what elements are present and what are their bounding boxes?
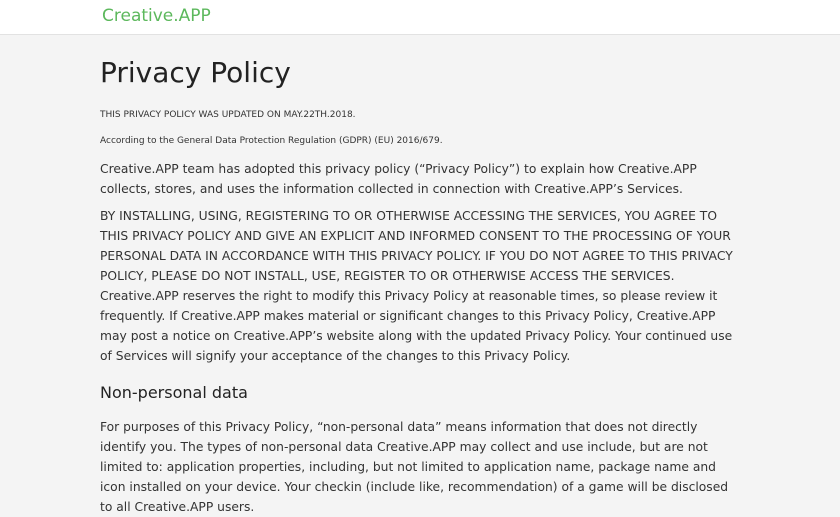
main-content xyxy=(100,35,742,517)
site-header xyxy=(0,0,840,35)
site-logo-link[interactable]: Creative.APP xyxy=(102,6,211,26)
intro-paragraph: Creative.APP team has adopted this privacy policy (“Privacy Policy”) to explain how Creative.APP collects, stores, and uses the information collected in connection with Creative.APP’s Services. xyxy=(100,162,697,196)
updated-notice: THIS PRIVACY POLICY WAS UPDATED ON MAY.22TH.2018. xyxy=(100,110,356,120)
consent-paragraph: BY INSTALLING, USING, REGISTERING TO OR OTHERWISE ACCESSING THE SERVICES, YOU AGREE TO THIS PRIVACY POLICY AND GIVE AN EXPLICIT AND INFORMED CONSENT TO THE PROCESSING OF YOUR PERSONAL DATA IN ACCORDANCE WITH THIS PRIVACY POLICY. IF YOU DO NOT AGREE TO THIS PRIVACY POLICY, PLEASE DO NOT INSTALL, USE, REGISTER TO OR OTHERWISE ACCESS THE SERVICES. Creative.APP reserves the right to modify this Privacy Policy at reasonable times, so please review it frequently. If Creative.APP makes material or significant changes to this Privacy Policy, Creative.APP may post a notice on Creative.APP’s website along with the updated Privacy Policy. Your continued use of Services will signify your acceptance of the changes to this Privacy Policy. xyxy=(100,209,733,363)
non-personal-data-paragraph: For purposes of this Privacy Policy, “non-personal data” means information that does not directly identify you. The types of non-personal data Creative.APP may collect and use include, but are not limited to: application properties, including, but not limited to application name, package name and icon installed on your device. Your checkin (include like, recommendation) of a game will be disclosed to all Creative.APP users. xyxy=(100,420,729,514)
section-heading-non-personal-data: Non-personal data xyxy=(100,383,248,402)
page-title: Privacy Policy xyxy=(100,56,291,89)
gdpr-notice: According to the General Data Protection Regulation (GDPR) (EU) 2016/679. xyxy=(100,136,443,146)
